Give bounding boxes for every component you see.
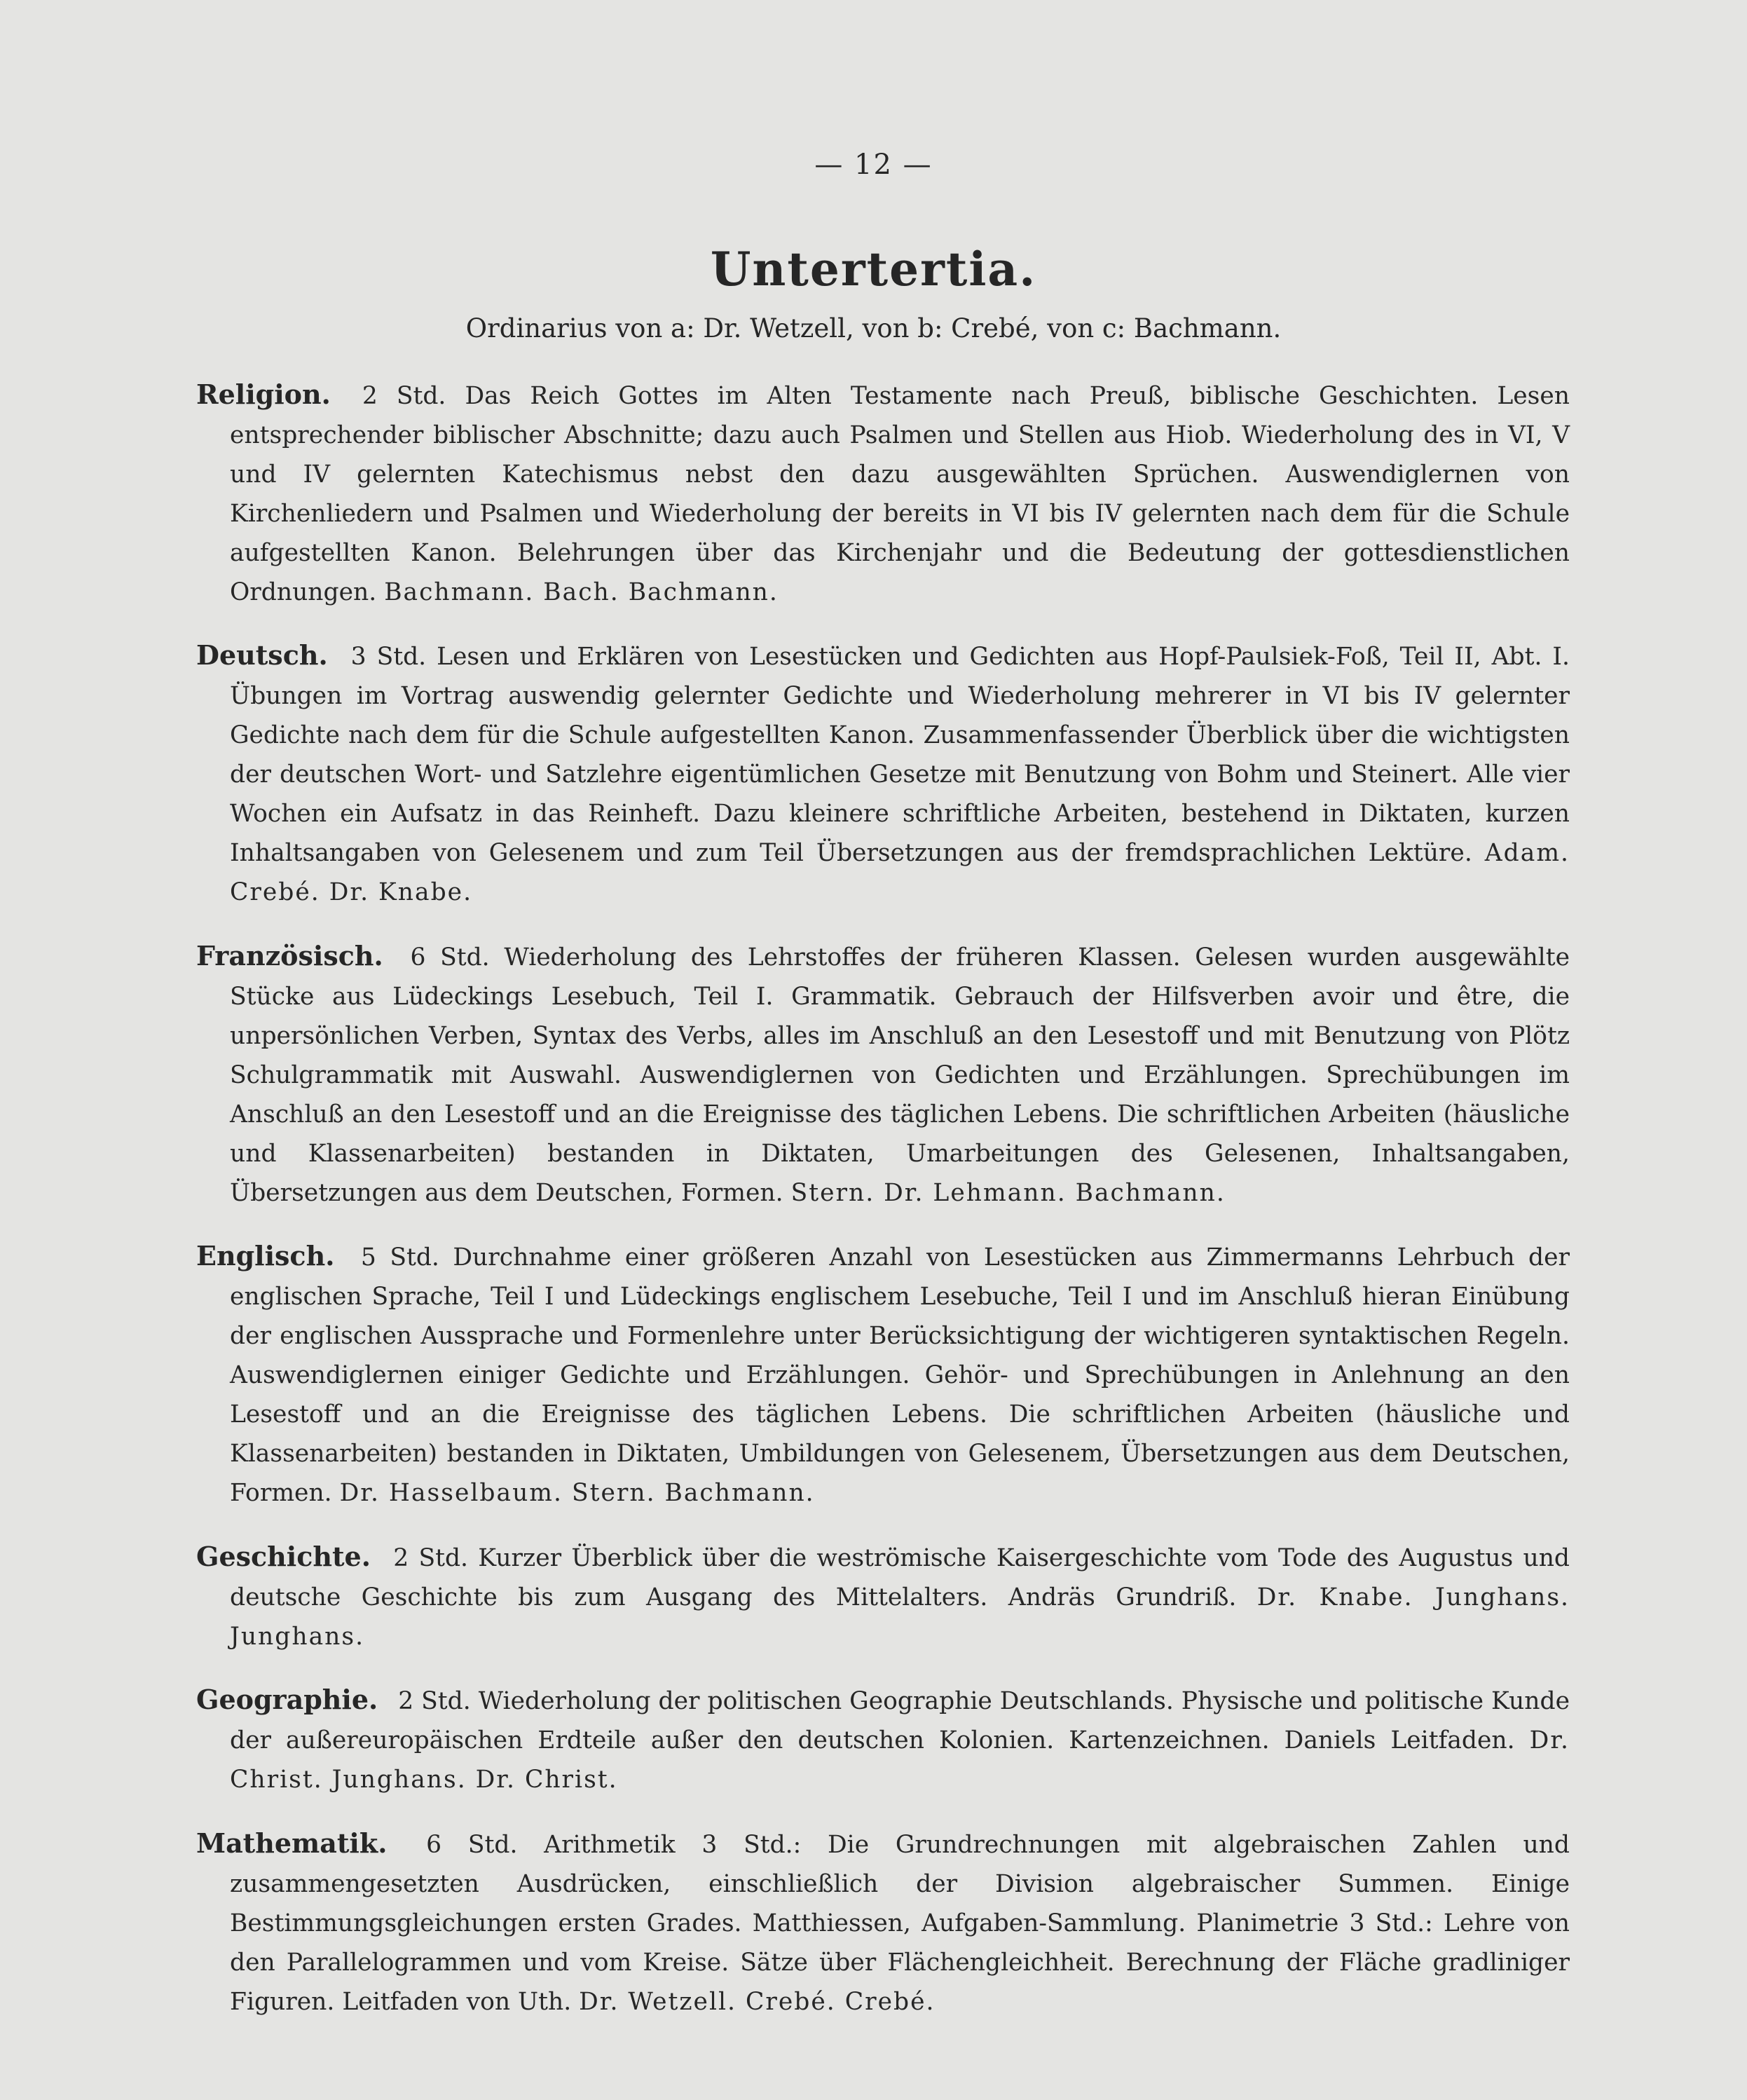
subject-content: Wiederholung des Lehrstoffes der früheren Klassen. Gelesen wurden ausgewählte Stücke aus Lüdeckings Lesebuch, Teil I. Grammatik. Gebrauch der Hilfsverben avoir und être, die unpersönlichen Verben, Syntax des Verbs, alles im Anschluß an den Lesestoff und mit Benutzung von Plötz Schulgrammatik mit Auswahl. Auswendiglernen von Gedichten und Erzählungen. Sprechübungen im Anschluß an den Lesestoff und an die Ereignisse des täglichen Lebens. Die schriftlichen Arbeiten (häusliche und Klassenarbeiten) bestanden in Diktaten, Umarbeitungen des Gelesenen, Inhaltsangaben, Übersetzungen aus dem Deutschen, Formen. xyxy=(230,943,1570,1207)
subject-name: Religion. xyxy=(196,378,331,410)
subject-mathematik xyxy=(196,1824,1570,2021)
subject-content: Kurzer Überblick über die weströmische Kaisergeschichte vom Tode des Augustus und deutsche Geschichte bis zum Ausgang des Mittelalters. Andräs Grundriß. xyxy=(230,1543,1570,1611)
ordinarius-line: Ordinarius von a: Dr. Wetzell, von b: Crebé, von c: Bachmann. xyxy=(465,313,1282,343)
subject-hours: 5 Std. xyxy=(360,1243,439,1271)
subject-teachers: Dr. Christ. Junghans. Dr. Christ. xyxy=(230,1726,1570,1794)
subject-hours: 2 Std. xyxy=(398,1687,471,1715)
subject-hours: 6 Std. xyxy=(426,1830,518,1859)
subject-teachers: Dr. Hasselbaum. Stern. Bachmann. xyxy=(339,1479,815,1507)
subject-name: Englisch. xyxy=(196,1240,335,1271)
subject-content: Wiederholung der politischen Geographie Deutschlands. Physische und politische Kunde der außereuropäischen Erdteile außer den deutschen Kolonien. Kartenzeichnen. Daniels Leitfaden. xyxy=(230,1687,1570,1754)
subject-deutsch xyxy=(196,636,1570,912)
subject-geschichte xyxy=(196,1537,1570,1656)
subject-name: Französisch. xyxy=(196,939,383,971)
subject-englisch xyxy=(196,1236,1570,1513)
subject-teachers: Stern. Dr. Lehmann. Bachmann. xyxy=(790,1178,1226,1207)
subject-content: Lesen und Erklären von Lesestücken und Gedichten aus Hopf-Paulsiek-Foß, Teil II, Abt. I. Übungen im Vortrag auswendig gelernter Gedichte und Wiederholung mehrerer in VI bis IV gelernter Gedichte nach dem für die Schule aufgestellten Kanon. Zusammenfassender Überblick über die wichtigsten der deutschen Wort- und Satzlehre eigentümlichen Gesetze mit Benutzung von Bohm und Steinert. Alle vier Wochen ein Aufsatz in das Reinheft. Dazu kleinere schriftliche Arbeiten, bestehend in Diktaten, kurzen Inhaltsangaben von Gelesenem und zum Teil Übersetzungen aus der fremdsprachlichen Lektüre. xyxy=(230,643,1570,867)
subject-hours: 2 Std. xyxy=(393,1543,469,1572)
subject-name: Geschichte. xyxy=(196,1540,371,1572)
subject-teachers: Bachmann. Bach. Bachmann. xyxy=(384,578,779,606)
page-title: Untertertia. xyxy=(710,242,1037,296)
subject-name: Mathematik. xyxy=(196,1827,388,1859)
subject-name: Deutsch. xyxy=(196,639,328,671)
subject-hours: 2 Std. xyxy=(362,381,446,410)
subject-geographie xyxy=(196,1680,1570,1799)
subject-content: Arithmetik 3 Std.: Die Grundrechnungen mit algebraischen Zahlen und zusammengesetzten Ausdrücken, einschließlich der Division algebraischer Summen. Einige Bestimmungsgleichungen ersten Grades. Matthiessen, Aufgaben-Sammlung. Planimetrie 3 Std.: Lehre von den Parallelogrammen und vom Kreise. Sätze über Flächengleichheit. Berechnung der Fläche gradliniger Figuren. Leitfaden von Uth. xyxy=(230,1830,1570,2016)
subject-religion xyxy=(196,375,1570,612)
subject-teachers: Dr. Wetzell. Crebé. Crebé. xyxy=(579,1987,936,2016)
subject-teachers: Adam. Crebé. Dr. Knabe. xyxy=(230,839,1570,906)
subject-hours: 6 Std. xyxy=(410,943,490,971)
subject-franzoesisch xyxy=(196,936,1570,1213)
page-number: — 12 — xyxy=(814,149,933,181)
subject-content: Das Reich Gottes im Alten Testamente nach Preuß, biblische Geschichten. Lesen entsprechender biblischer Abschnitte; dazu auch Psalmen und Stellen aus Hiob. Wiederholung des in VI, V und IV gelernten Katechismus nebst den dazu ausgewählten Sprüchen. Auswendiglernen von Kirchenliedern und Psalmen und Wiederholung der bereits in VI bis IV gelernten nach dem für die Schule aufgestellten Kanon. Belehrungen über das Kirchenjahr und die Bedeutung der gottesdienstlichen Ordnungen. xyxy=(230,381,1570,606)
subject-teachers: Dr. Knabe. Junghans. Junghans. xyxy=(230,1583,1570,1651)
subject-name: Geographie. xyxy=(196,1684,378,1715)
subject-list xyxy=(196,350,1570,2026)
subject-content: Durchnahme einer größeren Anzahl von Lesestücken aus Zimmermanns Lehrbuch der englischen Sprache, Teil I und Lüdeckings englischem Lesebuche, Teil I und im Anschluß hieran Einübung der englischen Aussprache und Formenlehre unter Berücksichtigung der wichtigeren syntaktischen Regeln. Auswendiglernen einiger Gedichte und Erzählungen. Gehör- und Sprechübungen in Anlehnung an den Lesestoff und an die Ereignisse des täglichen Lebens. Die schriftlichen Arbeiten (häusliche und Klassenarbeiten) bestanden in Diktaten, Umbildungen von Gelesenem, Übersetzungen aus dem Deutschen, Formen. xyxy=(230,1243,1570,1507)
subject-hours: 3 Std. xyxy=(350,643,427,671)
